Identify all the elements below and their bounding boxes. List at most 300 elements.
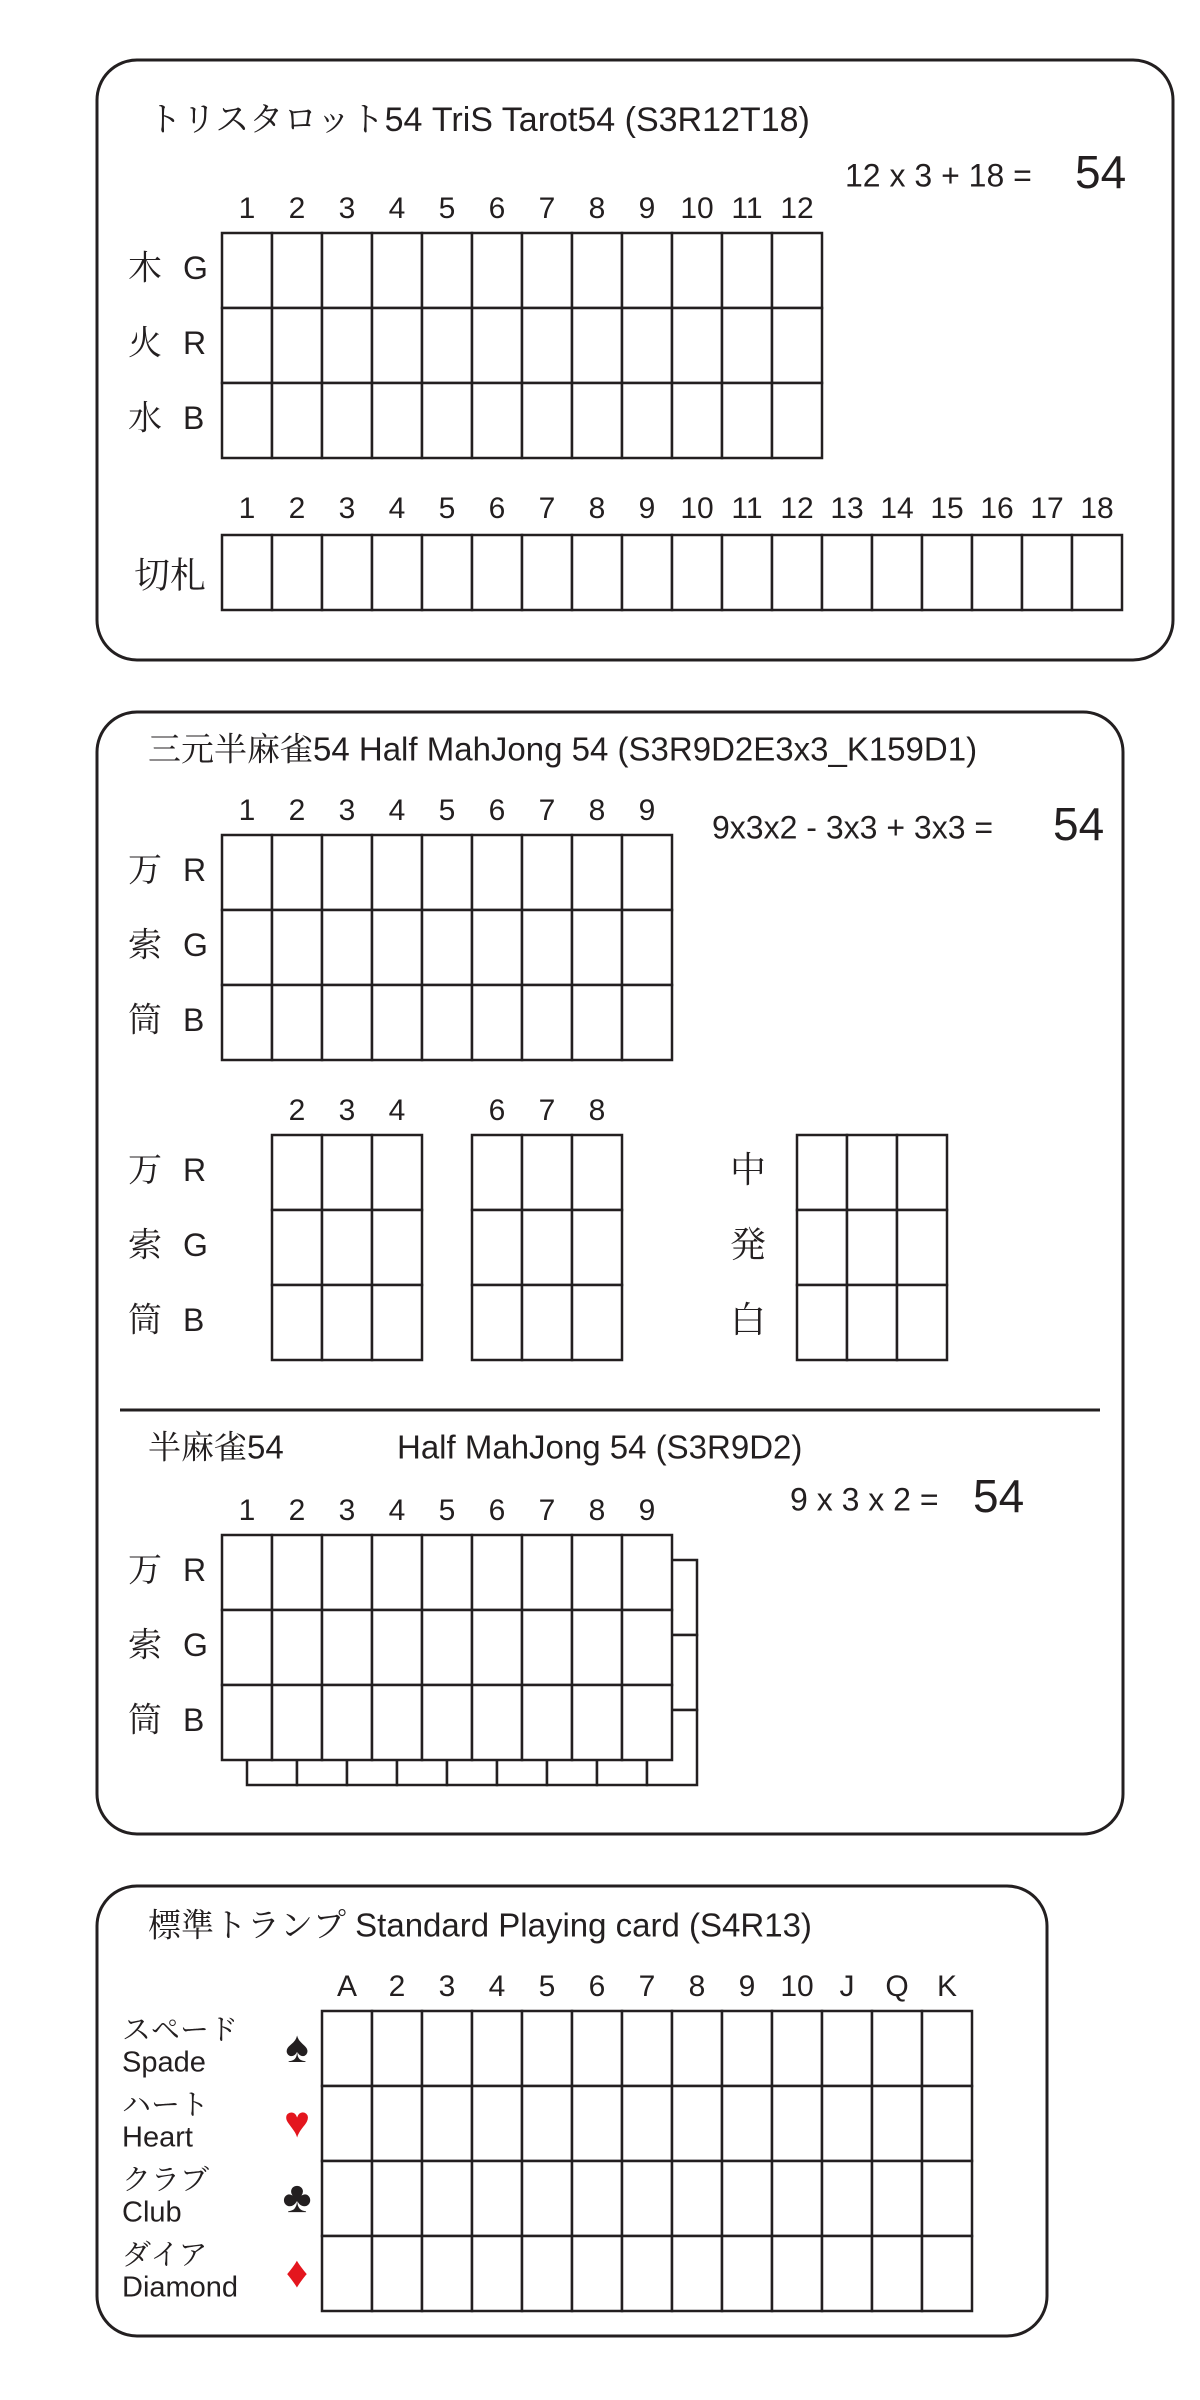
card-slot: [522, 1210, 572, 1285]
card-slot: [472, 2011, 522, 2086]
card-slot: [222, 1610, 272, 1685]
card-slot: [422, 2161, 472, 2236]
suit-kanji-label: 水: [128, 399, 162, 438]
card-slot: [797, 1135, 847, 1210]
suit-letter-label: G: [183, 1226, 208, 1263]
card-slot: [572, 383, 622, 458]
column-label: 8: [588, 191, 606, 225]
column-label: 1: [238, 191, 256, 225]
suit-kanji-label: 筒: [128, 1301, 162, 1340]
column-label: 12: [780, 491, 814, 525]
card-slot: [322, 2086, 372, 2161]
card-slot: [622, 233, 672, 308]
card-slot: [372, 2236, 422, 2311]
card-slot: [672, 383, 722, 458]
column-label: 18: [1080, 491, 1114, 525]
column-label: 3: [338, 191, 356, 225]
card-slot: [422, 383, 472, 458]
column-label: 16: [980, 491, 1014, 525]
card-slot: [672, 535, 722, 610]
card-slot: [772, 233, 822, 308]
card-slot: [472, 233, 522, 308]
column-label: 4: [488, 1969, 506, 2003]
card-slot: [272, 1135, 322, 1210]
suit-jp-label: クラブ: [122, 2164, 210, 2197]
column-label: 6: [588, 1969, 606, 2003]
card-slot: [472, 1135, 522, 1210]
suit-letter-label: B: [183, 1001, 205, 1038]
card-slot: [622, 2011, 672, 2086]
suit-kanji-label: 筒: [128, 1701, 162, 1740]
column-label: 4: [388, 1093, 406, 1127]
card-slot: [272, 308, 322, 383]
column-label: 9: [638, 1493, 656, 1527]
card-slot: [472, 835, 522, 910]
card-slot: [672, 2086, 722, 2161]
column-label: 5: [438, 1493, 456, 1527]
card-slot: [722, 535, 772, 610]
card-slot: [322, 985, 372, 1060]
column-label: 13: [830, 491, 864, 525]
sangen-title: 三元半麻雀54 Half MahJong 54 (S3R9D2E3x3_K159D1): [148, 730, 978, 768]
card-slot: [322, 835, 372, 910]
card-slot: [322, 1535, 372, 1610]
card-slot: [522, 2086, 572, 2161]
card-slot: [322, 2161, 372, 2236]
card-slot: [572, 2086, 622, 2161]
card-slot: [422, 233, 472, 308]
card-slot: [472, 2236, 522, 2311]
half-total: 54: [973, 1470, 1025, 1523]
column-label: 8: [588, 491, 606, 525]
card-slot: [322, 2236, 372, 2311]
card-slot: [472, 2161, 522, 2236]
sangen-formula: 9x3x2 - 3x3 + 3x3 =: [712, 809, 994, 846]
card-slot: [372, 1285, 422, 1360]
sangen-total: 54: [1053, 798, 1105, 851]
column-label: 9: [638, 491, 656, 525]
card-slot: [722, 383, 772, 458]
card-slot: [672, 2011, 722, 2086]
card-slot: [522, 1685, 572, 1760]
card-slot: [572, 2236, 622, 2311]
suit-letter-label: B: [183, 399, 205, 436]
column-label: 1: [238, 1493, 256, 1527]
card-slot: [422, 308, 472, 383]
card-slot: [922, 2236, 972, 2311]
card-slot: [572, 1285, 622, 1360]
card-slot: [522, 985, 572, 1060]
card-slot: [222, 910, 272, 985]
card-slot: [272, 910, 322, 985]
suit-symbol-icon: ♠: [285, 2023, 309, 2073]
column-label: 11: [731, 191, 763, 225]
card-slot: [922, 535, 972, 610]
card-slot: [422, 535, 472, 610]
card-slot: [622, 985, 672, 1060]
card-slot: [372, 535, 422, 610]
suit-letter-label: B: [183, 1701, 205, 1738]
column-label: 8: [588, 1493, 606, 1527]
card-slot: [797, 1210, 847, 1285]
sangen-dragon-grid: [797, 1135, 947, 1360]
column-label: 10: [680, 191, 714, 225]
column-label: 2: [288, 1493, 306, 1527]
half-title-jp: 半麻雀54: [148, 1428, 284, 1466]
dragon-label: 中: [729, 1149, 767, 1191]
card-slot: [422, 2236, 472, 2311]
card-slot: [522, 1285, 572, 1360]
card-slot: [622, 910, 672, 985]
column-label: 4: [388, 191, 406, 225]
card-slot: [772, 383, 822, 458]
suit-symbol-icon: ♣: [282, 2173, 312, 2223]
column-label: 7: [538, 491, 556, 525]
card-slot: [372, 985, 422, 1060]
card-slot: [572, 835, 622, 910]
card-slot: [372, 835, 422, 910]
card-slot: [522, 835, 572, 910]
card-slot: [322, 308, 372, 383]
suit-kanji-label: 万: [128, 1151, 162, 1190]
suit-letter-label: R: [183, 1151, 207, 1188]
card-slot: [972, 535, 1022, 610]
card-slot: [472, 308, 522, 383]
card-slot: [422, 985, 472, 1060]
card-slot: [722, 233, 772, 308]
card-slot: [472, 910, 522, 985]
card-slot: [372, 383, 422, 458]
column-label: K: [936, 1969, 958, 2003]
card-slot: [422, 835, 472, 910]
card-slot: [897, 1210, 947, 1285]
card-slot: [472, 2086, 522, 2161]
card-slot: [672, 2161, 722, 2236]
standard-grid: [322, 2011, 972, 2311]
column-label: 17: [1030, 491, 1064, 525]
card-slot: [522, 910, 572, 985]
card-slot: [847, 1210, 897, 1285]
card-slot: [872, 2011, 922, 2086]
card-slot: [322, 1135, 372, 1210]
card-slot: [272, 1210, 322, 1285]
card-slot: [272, 985, 322, 1060]
card-slot: [722, 2086, 772, 2161]
half-formula: 9 x 3 x 2 =: [790, 1481, 939, 1518]
column-label: 8: [588, 793, 606, 827]
column-label: 11: [731, 491, 763, 525]
card-slot: [772, 2086, 822, 2161]
card-slot: [872, 2086, 922, 2161]
card-slot: [622, 308, 672, 383]
column-label: 1: [238, 793, 256, 827]
card-slot: [422, 910, 472, 985]
column-label: 9: [638, 793, 656, 827]
suit-kanji-label: 万: [128, 851, 162, 890]
card-slot: [772, 2161, 822, 2236]
half-front-grid: [222, 1535, 672, 1760]
card-slot: [322, 1285, 372, 1360]
card-slot: [372, 233, 422, 308]
card-slot: [372, 1610, 422, 1685]
card-slot: [522, 233, 572, 308]
card-slot: [322, 1210, 372, 1285]
card-slot: [372, 1210, 422, 1285]
column-label: 2: [288, 1093, 306, 1127]
suit-letter-label: R: [183, 851, 207, 888]
card-slot: [322, 910, 372, 985]
tarot-trump-grid: [222, 535, 1122, 610]
suit-kanji-label: 火: [128, 324, 162, 363]
card-slot: [222, 835, 272, 910]
card-slot: [422, 1685, 472, 1760]
card-slot: [472, 1610, 522, 1685]
card-slot: [722, 2161, 772, 2236]
column-label: 7: [538, 793, 556, 827]
suit-kanji-label: 索: [128, 926, 162, 965]
card-slot: [1022, 535, 1072, 610]
tarot-suit-grid: [222, 233, 822, 458]
card-slot: [822, 2161, 872, 2236]
tarot-total: 54: [1075, 146, 1127, 199]
card-slot: [522, 1135, 572, 1210]
card-slot: [422, 2011, 472, 2086]
suit-kanji-label: 筒: [128, 1001, 162, 1040]
card-slot: [372, 308, 422, 383]
card-slot: [222, 1685, 272, 1760]
card-slot: [847, 1135, 897, 1210]
suit-kanji-label: 索: [128, 1626, 162, 1665]
card-slot: [222, 308, 272, 383]
suit-en-label: Heart: [122, 2121, 193, 2154]
card-slot: [922, 2011, 972, 2086]
card-slot: [372, 2161, 422, 2236]
card-slot: [322, 1610, 372, 1685]
card-slot: [322, 233, 372, 308]
standard-title: 標準トランプ Standard Playing card (S4R13): [148, 1906, 812, 1944]
suit-kanji-label: 木: [128, 249, 162, 288]
suit-kanji-label: 万: [128, 1551, 162, 1590]
column-label: 12: [780, 191, 814, 225]
card-slot: [622, 1685, 672, 1760]
card-slot: [847, 1285, 897, 1360]
column-label: 8: [688, 1969, 706, 2003]
card-slot: [372, 2011, 422, 2086]
column-label: 4: [388, 793, 406, 827]
card-slot: [772, 2011, 822, 2086]
card-slot: [472, 985, 522, 1060]
card-slot: [472, 1210, 522, 1285]
card-slot: [672, 2236, 722, 2311]
column-label: 3: [338, 1493, 356, 1527]
sangen-group-234: [272, 1135, 422, 1360]
suit-kanji-label: 索: [128, 1226, 162, 1265]
card-slot: [1072, 535, 1122, 610]
card-slot: [622, 1535, 672, 1610]
card-slot: [572, 1610, 622, 1685]
column-label: 2: [288, 491, 306, 525]
column-label: 4: [388, 1493, 406, 1527]
suit-jp-label: スペード: [122, 2014, 239, 2047]
column-label: 6: [488, 793, 506, 827]
card-slot: [622, 2161, 672, 2236]
card-slot: [572, 308, 622, 383]
column-label: 10: [680, 491, 714, 525]
card-slot: [572, 1135, 622, 1210]
column-label: 14: [880, 491, 914, 525]
card-slot: [372, 1535, 422, 1610]
column-label: 5: [438, 491, 456, 525]
suit-letter-label: G: [183, 1626, 208, 1663]
card-slot: [522, 2161, 572, 2236]
card-slot: [772, 535, 822, 610]
card-slot: [222, 383, 272, 458]
card-slot: [572, 233, 622, 308]
card-slot: [322, 2011, 372, 2086]
column-label: 7: [538, 1093, 556, 1127]
card-slot: [622, 383, 672, 458]
sangen-number-grid: [222, 835, 672, 1060]
card-slot: [897, 1285, 947, 1360]
column-label: 5: [538, 1969, 556, 2003]
card-slot: [772, 2236, 822, 2311]
column-label: A: [336, 1969, 358, 2003]
dragon-label: 発: [729, 1224, 767, 1266]
card-slot: [372, 1135, 422, 1210]
suit-letter-label: G: [183, 249, 208, 286]
card-slot: [472, 383, 522, 458]
column-label: 4: [388, 491, 406, 525]
trump-label: 切札: [134, 554, 207, 596]
half-title-en: Half MahJong 54 (S3R9D2): [397, 1428, 803, 1466]
card-slot: [522, 2236, 572, 2311]
suit-jp-label: ダイア: [122, 2239, 208, 2272]
suit-jp-label: ハート: [122, 2089, 210, 2122]
card-slot: [722, 308, 772, 383]
card-slot: [222, 985, 272, 1060]
column-label: 9: [738, 1969, 756, 2003]
column-label: 6: [488, 191, 506, 225]
card-slot: [872, 2236, 922, 2311]
card-slot: [572, 910, 622, 985]
card-slot: [222, 233, 272, 308]
card-slot: [472, 535, 522, 610]
column-label: J: [839, 1969, 855, 2003]
card-slot: [572, 1210, 622, 1285]
card-slot: [372, 910, 422, 985]
card-slot: [472, 1535, 522, 1610]
card-slot: [572, 985, 622, 1060]
card-slot: [422, 2086, 472, 2161]
card-slot: [522, 2011, 572, 2086]
card-slot: [472, 1285, 522, 1360]
suit-en-label: Spade: [122, 2046, 206, 2079]
column-label: 3: [338, 793, 356, 827]
card-slot: [522, 383, 572, 458]
column-label: 2: [288, 191, 306, 225]
card-slot: [372, 1685, 422, 1760]
card-slot: [372, 2086, 422, 2161]
card-slot: [322, 383, 372, 458]
card-slot: [922, 2161, 972, 2236]
card-slot: [572, 1685, 622, 1760]
card-slot: [822, 2236, 872, 2311]
column-label: 6: [488, 491, 506, 525]
column-label: 1: [238, 491, 256, 525]
sangen-group-678: [472, 1135, 622, 1360]
card-slot: [522, 1610, 572, 1685]
card-slot: [422, 1535, 472, 1610]
suit-letter-label: B: [183, 1301, 205, 1338]
column-label: 2: [288, 793, 306, 827]
column-label: 5: [438, 191, 456, 225]
card-slot: [272, 1685, 322, 1760]
suit-symbol-icon: ♥: [283, 2098, 311, 2148]
card-slot: [772, 308, 822, 383]
card-slot: [622, 2086, 672, 2161]
suit-letter-label: R: [183, 324, 207, 361]
card-slot: [422, 1610, 472, 1685]
suit-letter-label: G: [183, 926, 208, 963]
suit-en-label: Diamond: [122, 2271, 239, 2304]
card-slot: [622, 2236, 672, 2311]
column-label: 3: [338, 1093, 356, 1127]
card-slot: [222, 1535, 272, 1610]
dragon-label: 白: [729, 1299, 767, 1341]
card-slot: [722, 2236, 772, 2311]
card-slot: [222, 535, 272, 610]
column-label: 6: [488, 1093, 506, 1127]
card-slot: [272, 1535, 322, 1610]
suit-symbol-icon: ♦: [285, 2248, 309, 2298]
card-slot: [272, 233, 322, 308]
card-slot: [822, 535, 872, 610]
card-slot: [872, 2161, 922, 2236]
card-slot: [472, 1685, 522, 1760]
card-slot: [672, 233, 722, 308]
column-label: 10: [780, 1969, 814, 2003]
card-slot: [522, 1535, 572, 1610]
card-slot: [722, 2011, 772, 2086]
card-slot: [522, 308, 572, 383]
card-slot: [272, 835, 322, 910]
column-label: 7: [638, 1969, 656, 2003]
card-slot: [822, 2011, 872, 2086]
card-slot: [672, 308, 722, 383]
card-slot: [622, 535, 672, 610]
suit-letter-label: R: [183, 1551, 207, 1588]
card-slot: [572, 2161, 622, 2236]
column-label: 5: [438, 793, 456, 827]
card-slot: [572, 2011, 622, 2086]
card-slot: [522, 535, 572, 610]
card-slot: [272, 1285, 322, 1360]
card-slot: [622, 835, 672, 910]
card-slot: [572, 1535, 622, 1610]
column-label: 15: [930, 491, 964, 525]
card-slot: [872, 535, 922, 610]
column-label: 7: [538, 191, 556, 225]
column-label: 9: [638, 191, 656, 225]
card-slot: [622, 1610, 672, 1685]
column-label: 8: [588, 1093, 606, 1127]
tarot-formula: 12 x 3 + 18 =: [845, 157, 1032, 194]
card-slot: [572, 535, 622, 610]
column-label: 2: [388, 1969, 406, 2003]
column-label: 6: [488, 1493, 506, 1527]
card-slot: [822, 2086, 872, 2161]
column-label: 7: [538, 1493, 556, 1527]
